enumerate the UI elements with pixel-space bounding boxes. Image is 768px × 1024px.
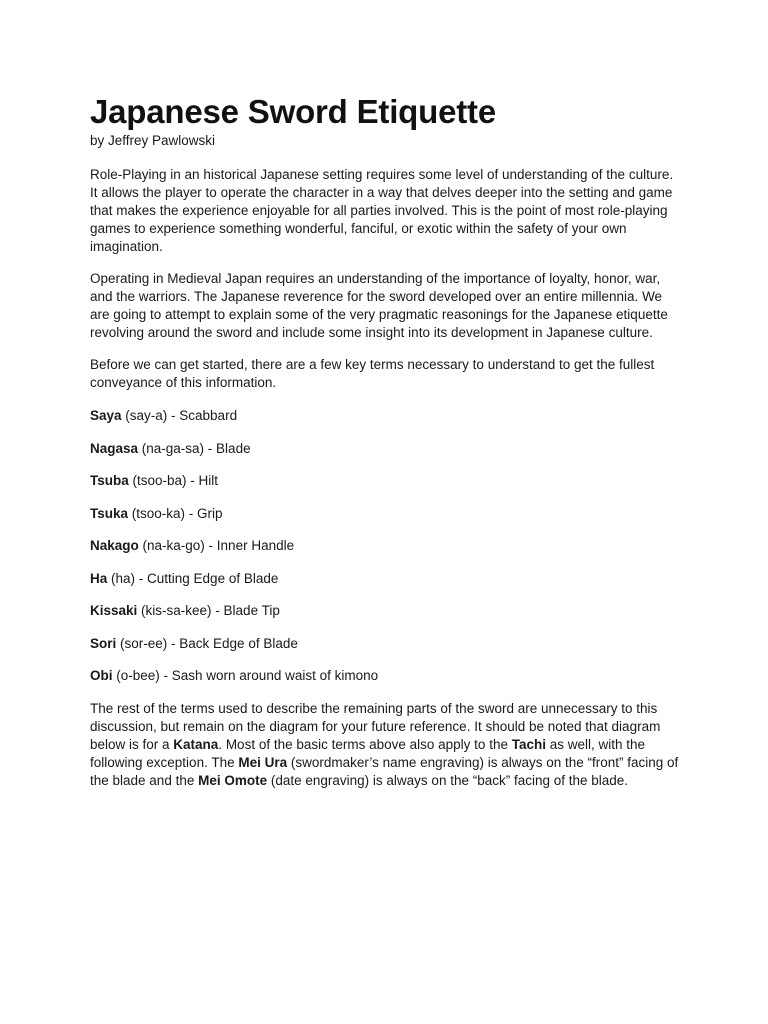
intro-paragraph-2: Operating in Medieval Japan requires an understanding of the importance of loyalty, honor, war, and the warriors. The Japanese reverence for the sword developed over an entire millennia. We are going to attempt to explain some of the very pragmatic reasonings for the Japanese etiquette revolving around the sword and include some insight into its development in Japanese culture. (90, 271, 668, 340)
term-definition: (o-bee) - Sash worn around waist of kimono (112, 668, 379, 683)
term-word: Kissaki (90, 603, 138, 618)
closing-bold-term: Mei Ura (238, 754, 288, 770)
closing-paragraph (90, 700, 680, 790)
term-definition: (sor-ee) - Back Edge of Blade (116, 635, 298, 651)
closing-text: The rest of the terms used to describe the remaining parts of the sword are unnecessary to this discussion, but remain on the diagram for your future reference. It should be noted that diagram below is for a (90, 700, 661, 752)
document-byline: by Jeffrey Pawlowski (90, 133, 216, 148)
term-word: Saya (90, 408, 122, 423)
term-definition: (say-a) - Scabbard (121, 408, 238, 423)
term-definition: (na-ka-go) - Inner Handle (138, 538, 295, 553)
term-definition: (tsoo-ka) - Grip (128, 505, 223, 521)
closing-text: (swordmaker’s name engraving) is always on the “front” facing of the blade and the (90, 754, 679, 788)
closing-text: . Most of the basic terms above also apply to the (218, 736, 512, 752)
term-word: Obi (90, 668, 113, 683)
term-word: Ha (90, 570, 108, 586)
term-word: Tsuba (90, 473, 129, 488)
term-sori (90, 635, 680, 653)
term-word: Sori (90, 635, 117, 651)
term-word: Nagasa (90, 440, 139, 456)
term-saya (90, 407, 680, 425)
terms-list (90, 407, 680, 685)
term-obi (90, 667, 680, 685)
term-ha (90, 570, 680, 588)
closing-bold-term: Mei Omote (198, 772, 268, 788)
term-tsuba (90, 472, 680, 490)
document-title: Japanese Sword Etiquette (90, 93, 496, 130)
term-nakago (90, 537, 680, 555)
term-kissaki (90, 602, 680, 620)
term-word: Nakago (90, 538, 139, 553)
closing-text: (date engraving) is always on the “back” facing of the blade. (267, 772, 629, 788)
term-definition: (na-ga-sa) - Blade (138, 440, 251, 456)
term-tsuka (90, 505, 680, 523)
intro-paragraph-3: Before we can get started, there are a few key terms necessary to understand to get the fullest conveyance of this information. (90, 357, 655, 390)
term-definition: (tsoo-ba) - Hilt (128, 473, 219, 488)
term-definition: (kis-sa-kee) - Blade Tip (137, 603, 280, 618)
closing-text: as well, with the following exception. The (90, 736, 646, 770)
term-nagasa (90, 440, 680, 458)
intro-paragraph-1: Role-Playing in an historical Japanese setting requires some level of understanding of the culture. It allows the player to operate the character in a way that delves deeper into the setting and game that makes the experience enjoyable for all parties involved. This is the point of most role-playing games to experience something wonderful, fanciful, or exotic within the safety of your own imagination. (90, 167, 674, 254)
closing-bold-term: Tachi (511, 736, 546, 752)
closing-bold-term: Katana (173, 736, 219, 752)
term-definition: (ha) - Cutting Edge of Blade (107, 570, 279, 586)
document-page (90, 92, 680, 804)
term-word: Tsuka (90, 505, 129, 521)
